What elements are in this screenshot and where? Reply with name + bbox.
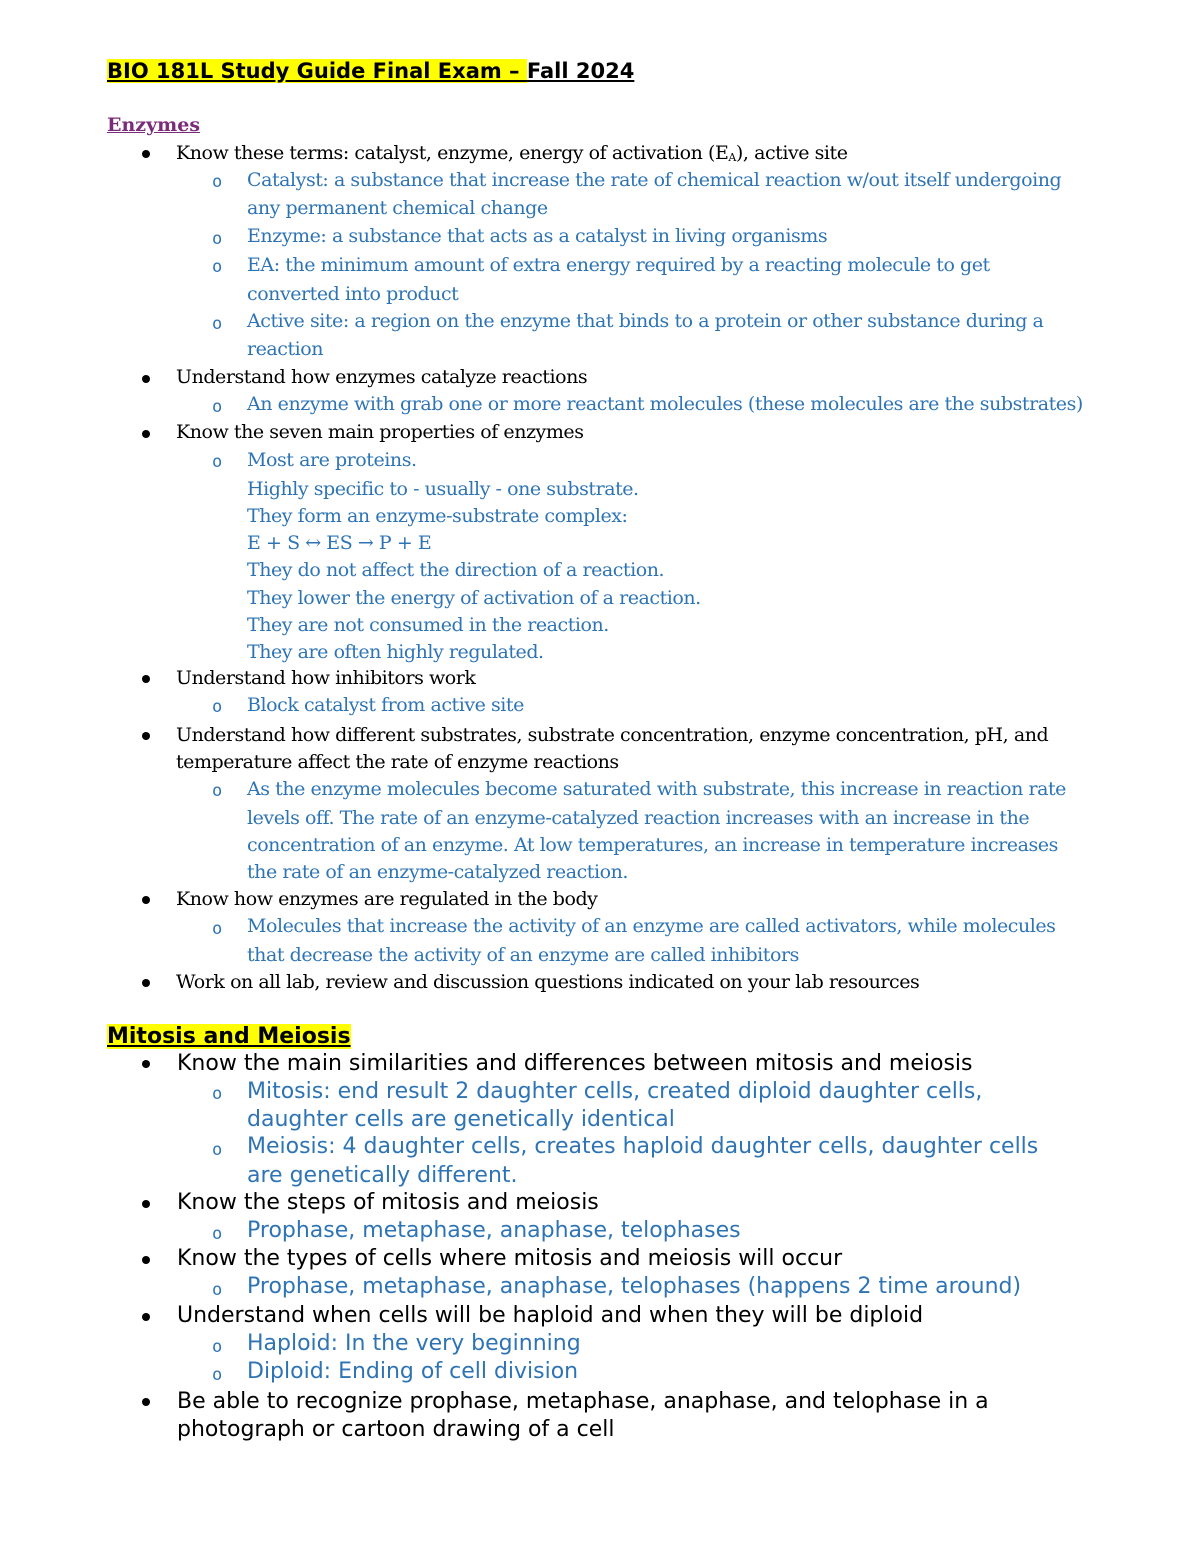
regulated-answer-line2: that decrease the activity of an enzyme are called inhibitors [247,944,799,966]
def-active-line2: reaction [247,338,324,360]
bullet-icon [142,1256,150,1264]
bullet-icon [142,732,150,740]
def-ea-line1: EA: the minimum amount of extra energy required by a reacting molecule to get [247,254,990,276]
mitosis-a1-line1: Mitosis: end result 2 daughter cells, created diploid daughter cells, [247,1079,983,1104]
catalyze-answer: An enzyme with grab one or more reactant molecules (these molecules are the substrates) [247,393,1083,415]
sub-bullet-icon: o [212,172,223,192]
factors-answer-line4: the rate of an enzyme-catalyzed reaction. [247,861,628,883]
mitosis-a1-line4: are genetically different. [247,1163,518,1188]
sub-bullet-icon: o [212,697,223,717]
def-catalyst-line1: Catalyst: a substance that increase the rate of chemical reaction w/out itself undergoing [247,169,1062,191]
section-heading-enzymes: Enzymes [107,114,201,136]
inhibitors: Understand how inhibitors work [176,667,476,689]
factors-answer-line2: levels off. The rate of an enzyme-catalyzed reaction increases with an increase in the [247,807,1030,829]
bullet-icon [142,1398,150,1406]
mitosis-a1-line2: daughter cells are genetically identical [247,1107,675,1132]
property-equation: E + S ↔ ES → P + E [247,532,432,554]
enzymes-terms: Know these terms: catalyst, enzyme, energy of activation $(E_A)$, active site [176,142,848,164]
regulated-answer-line1: Molecules that increase the activity of an enzyme are called activators, while molecules [247,915,1056,937]
bullet-icon [142,375,150,383]
mitosis-q4: Understand when cells will be haploid and when they will be diploid [177,1303,924,1328]
mitosis-a4-line2: Diploid: Ending of cell division [247,1359,579,1384]
sub-bullet-icon: o [212,1280,223,1300]
bullet-icon [142,675,150,683]
bullet-icon [142,150,150,158]
property-1: Most are proteins. [247,449,417,471]
mitosis-a4-line1: Haploid: In the very beginning [247,1331,581,1356]
sub-bullet-icon: o [212,1140,223,1160]
sub-bullet-icon: o [212,229,223,249]
property-3: They form an enzyme-substrate complex: [247,505,628,527]
bullet-icon [142,896,150,904]
sub-bullet-icon: o [212,314,223,334]
page-title [107,56,634,86]
def-ea-line2: converted into product [247,283,459,305]
mitosis-a2: Prophase, metaphase, anaphase, telophases [247,1218,741,1243]
regulated: Know how enzymes are regulated in the body [176,888,598,910]
sub-bullet-icon: o [212,452,223,472]
section-heading-mitosis: Mitosis and Meiosis [107,1024,351,1049]
property-7: They are often highly regulated. [247,641,544,663]
sub-bullet-icon: o [212,397,223,417]
factors-answer-line3: concentration of an enzyme. At low temperatures, an increase in temperature increases [247,834,1058,856]
bullet-icon [142,1313,150,1321]
mitosis-q5-line2: photograph or cartoon drawing of a cell [177,1417,615,1442]
mitosis-q3: Know the types of cells where mitosis and meiosis will occur [177,1246,843,1271]
sub-bullet-icon: o [212,919,223,939]
property-6: They are not consumed in the reaction. [247,614,609,636]
factors-answer-line1: As the enzyme molecules become saturated with substrate, this increase in reaction rate [247,778,1066,800]
def-active-line1: Active site: a region on the enzyme that binds to a protein or other substance during a [247,310,1044,332]
property-5: They lower the energy of activation of a reaction. [247,587,701,609]
def-catalyst-line2: any permanent chemical change [247,197,548,219]
seven-properties: Know the seven main properties of enzymes [176,421,584,443]
mitosis-a3: Prophase, metaphase, anaphase, telophases (happens 2 time around) [247,1274,1022,1299]
bullet-icon [142,1060,150,1068]
mitosis-q1: Know the main similarities and differences between mitosis and meiosis [177,1051,973,1076]
work-on: Work on all lab, review and discussion questions indicated on your lab resources [176,971,920,993]
factors-line2: temperature affect the rate of enzyme reactions [176,751,619,773]
sub-bullet-icon: o [212,1337,223,1357]
def-enzyme: Enzyme: a substance that acts as a catalyst in living organisms [247,225,828,247]
title-highlighted: BIO 181L Study Guide Final Exam – [107,59,527,83]
bullet-icon [142,979,150,987]
title-term: Fall 2024 [526,59,635,83]
mitosis-a1-line3: Meiosis: 4 daughter cells, creates haploid daughter cells, daughter cells [247,1134,1039,1159]
understand-catalyze: Understand how enzymes catalyze reactions [176,366,588,388]
factors-line1: Understand how different substrates, substrate concentration, enzyme concentration, pH, and [176,724,1049,746]
inhibitors-answer: Block catalyst from active site [247,694,524,716]
mitosis-q5-line1: Be able to recognize prophase, metaphase, anaphase, and telophase in a [177,1389,989,1414]
sub-bullet-icon: o [212,1365,223,1385]
sub-bullet-icon: o [212,257,223,277]
sub-bullet-icon: o [212,781,223,801]
mitosis-q2: Know the steps of mitosis and meiosis [177,1190,599,1215]
property-4: They do not affect the direction of a reaction. [247,559,665,581]
bullet-icon [142,430,150,438]
sub-bullet-icon: o [212,1224,223,1244]
sub-bullet-icon: o [212,1084,223,1104]
bullet-icon [142,1200,150,1208]
property-2: Highly specific to - usually - one substrate. [247,478,639,500]
